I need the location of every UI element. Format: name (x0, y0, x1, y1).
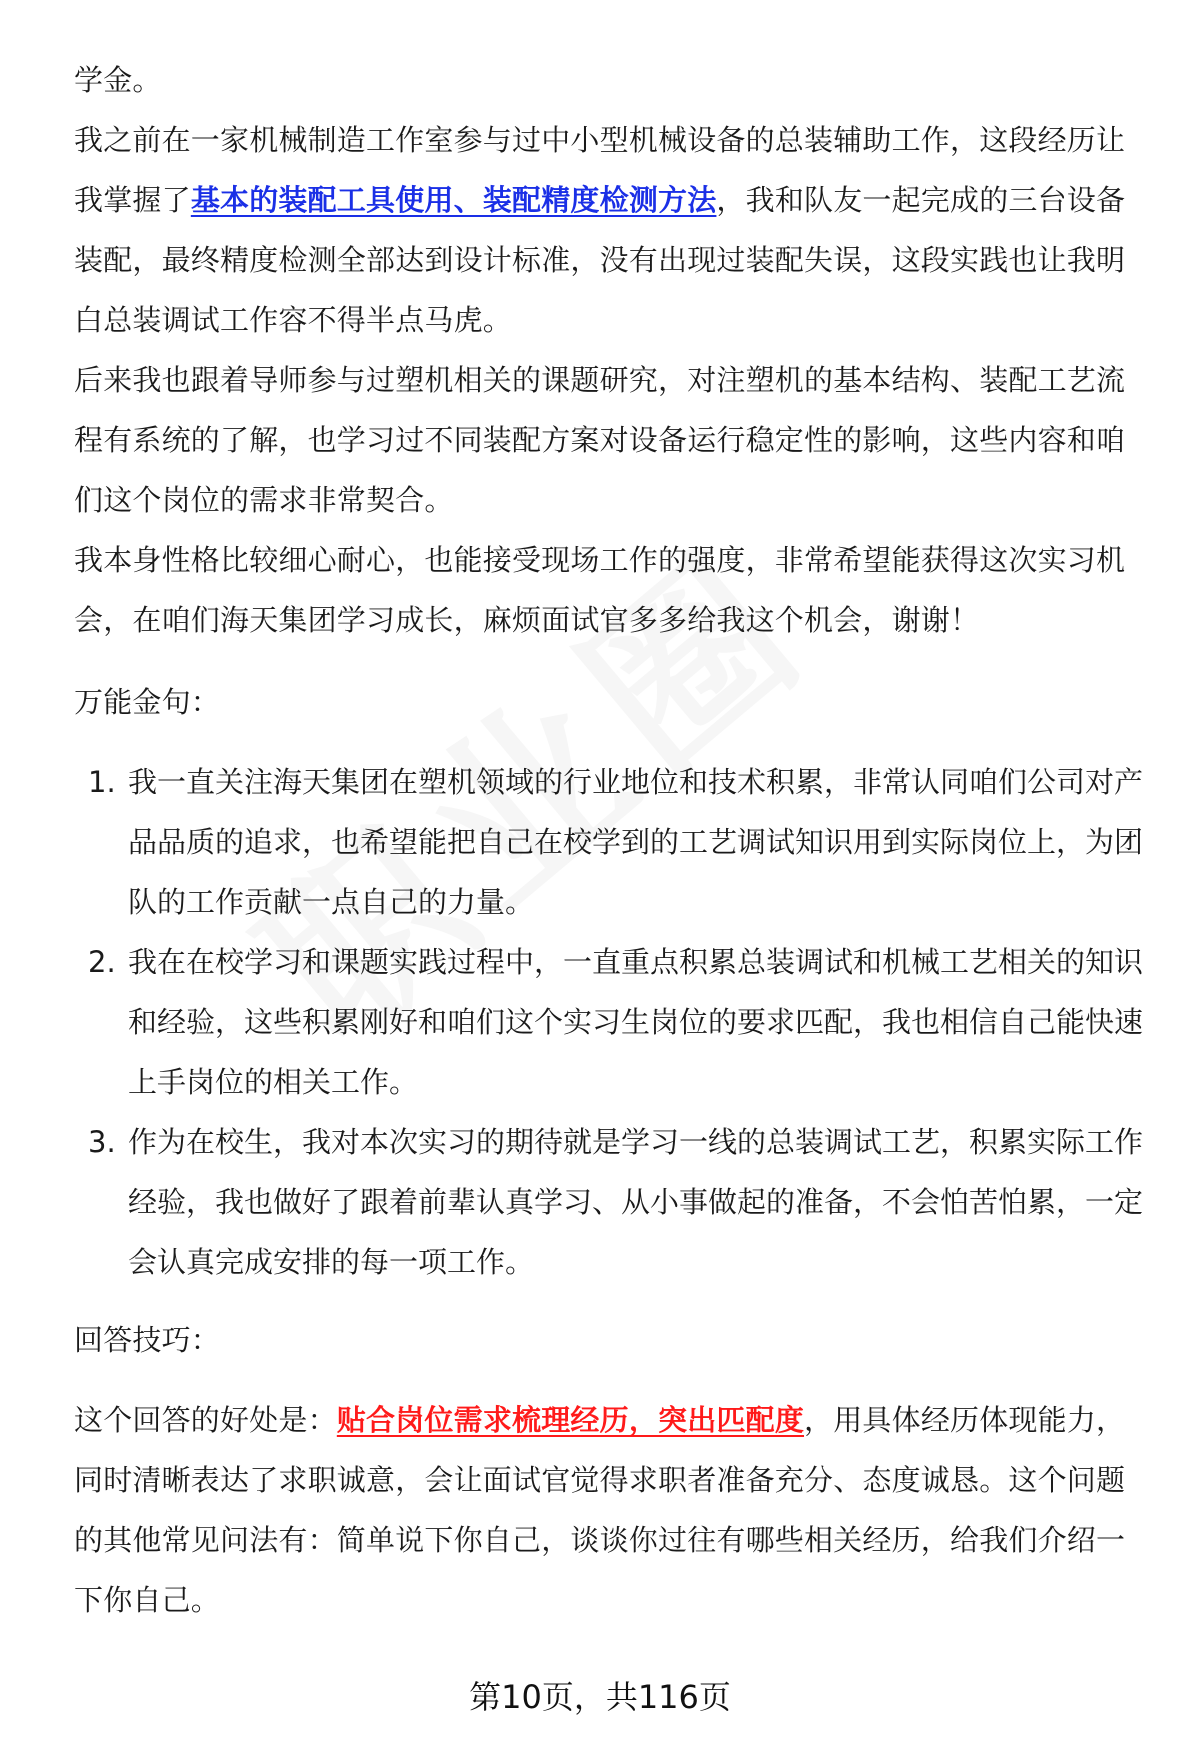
paragraph-text: 这个回答的好处是： (74, 1403, 337, 1437)
page-content (74, 50, 1150, 1630)
paragraph-continuation: 学金。 (74, 63, 162, 97)
list-item (74, 932, 1150, 1112)
paragraph-text: ，我和队友一起完成的三台设备装配，最终精度检测全部达到设计标准，没有出现过装配失误，这段实践也让我明白总装调试工作容不得半点马虎。 (74, 183, 1126, 337)
section-heading-golden: 万能金句： (74, 685, 221, 719)
paragraph-text: ，用具体经历体现能力，同时清晰表达了求职诚意，会让面试官觉得求职者准备充分、态度诚恳。这个问题的其他常见问法有：简单说下你自己，谈谈你过往有哪些相关经历，给我们介绍一下你自己。 (74, 1403, 1126, 1617)
list-number: 2. (88, 945, 116, 979)
highlight-blue: 基本的装配工具使用、装配精度检测方法 (190, 183, 717, 217)
paragraph-tips (74, 1390, 1150, 1630)
paragraph-text: 我之前在一家机械制造工作室参与过中小型机械设备的总装辅助工作，这段经历让我掌握了 (74, 123, 1126, 217)
paragraph-research: 后来我也跟着导师参与过塑机相关的课题研究，对注塑机的基本结构、装配工艺流程有系统的了解，也学习过不同装配方案对设备运行稳定性的影响，这些内容和咱们这个岗位的需求非常契合。 (74, 363, 1126, 517)
paragraph-experience (74, 110, 1150, 350)
golden-list (74, 752, 1150, 1292)
paragraph-closing: 我本身性格比较细心耐心，也能接受现场工作的强度，非常希望能获得这次实习机会，在咱们海天集团学习成长，麻烦面试官多多给我这个机会，谢谢！ (74, 543, 1126, 637)
list-item (74, 1112, 1150, 1292)
page-number-footer: 第10页，共116页 (469, 1678, 731, 1716)
list-item-text: 我一直关注海天集团在塑机领域的行业地位和技术积累，非常认同咱们公司对产品品质的追求，也希望能把自己在校学到的工艺调试知识用到实际岗位上，为团队的工作贡献一点自己的力量。 (128, 765, 1144, 919)
list-number: 3. (88, 1125, 116, 1159)
list-item (74, 752, 1150, 932)
highlight-red: 贴合岗位需求梳理经历，突出匹配度 (336, 1403, 805, 1437)
list-item-text: 作为在校生，我对本次实习的期待就是学习一线的总装调试工艺，积累实际工作经验，我也做好了跟着前辈认真学习、从小事做起的准备，不会怕苦怕累，一定会认真完成安排的每一项工作。 (128, 1125, 1144, 1279)
list-item-text: 我在在校学习和课题实践过程中，一直重点积累总装调试和机械工艺相关的知识和经验，这些积累刚好和咱们这个实习生岗位的要求匹配，我也相信自己能快速上手岗位的相关工作。 (128, 945, 1144, 1099)
section-heading-tips: 回答技巧： (74, 1323, 221, 1357)
list-number: 1. (88, 765, 116, 799)
